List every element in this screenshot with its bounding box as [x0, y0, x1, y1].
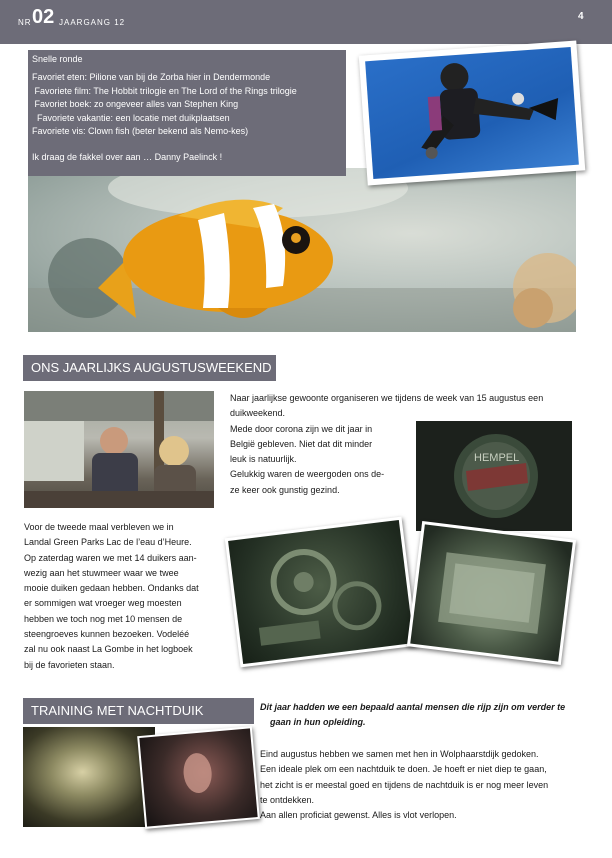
- night-dive-photo-2: [137, 726, 260, 829]
- terrace-photo: [24, 391, 214, 508]
- diver-photo-image: [365, 47, 579, 179]
- hempel-sign-photo: [416, 421, 572, 531]
- paragraph-line: Naar jaarlijkse gewoonte organiseren we tijdens de week van 15 augustus een: [230, 393, 544, 403]
- paragraph-line: Gelukkig waren de weergoden ons de-: [230, 469, 385, 480]
- paragraph-line: ze keer ook gunstig gezind.: [230, 484, 340, 495]
- clownfish-photo: [28, 168, 576, 332]
- paragraph-line: het zicht is er meestal goed en tijdens de nachtduik is er nog meer leven: [260, 779, 549, 790]
- weekend-text-left: [24, 520, 199, 673]
- wreck-plate-image: [410, 524, 573, 661]
- paragraph-line: Dit jaar hadden we een bepaald aantal mensen die rijp zijn om verder te: [260, 702, 566, 712]
- night-dive-image-2: [139, 728, 257, 826]
- section-heading-august-weekend: ONS JAARLIJKS AUGUSTUSWEEKEND: [23, 355, 276, 381]
- favorite-food: Favoriet eten: Pilione van bij de Zorba hier in Dendermonde: [32, 72, 271, 83]
- wreck-machinery-image: [228, 520, 414, 664]
- paragraph-line: wezig aan het stuwmeer waar we twee: [24, 567, 179, 578]
- paragraph-line: bij de favorieten staan.: [24, 659, 115, 670]
- favorite-vacation: Favoriete vakantie: een locatie met duikplaatsen: [32, 112, 230, 123]
- night-dive-body: [260, 747, 548, 823]
- page-number: 4: [578, 11, 584, 22]
- paragraph-line: leuk is natuurlijk.: [230, 454, 297, 465]
- night-dive-intro: [260, 700, 565, 731]
- quick-round-title: Snelle ronde: [32, 54, 83, 64]
- volume-label: JAARGANG 12: [59, 18, 126, 27]
- issue-number: 02: [32, 6, 55, 28]
- diver-photo: [359, 41, 586, 186]
- paragraph-line: Op zaterdag waren we met 14 duikers aan-: [24, 552, 197, 563]
- wreck-machinery-photo: [225, 517, 418, 668]
- issue-label: NR: [18, 18, 32, 27]
- hempel-text: HEMPEL: [474, 452, 520, 464]
- paragraph-line: Landal Green Parks Lac de l’eau d’Heure.: [24, 537, 192, 548]
- favorite-book: Favoriet boek: zo ongeveer alles van Stephen King: [32, 99, 239, 110]
- wreck-plate-photo: [407, 521, 576, 665]
- paragraph-line: zal nu ook naast La Gombe in het logboek: [24, 644, 193, 655]
- night-dive-photo-1: [23, 727, 155, 827]
- paragraph-line: duikweekend.: [230, 408, 286, 419]
- paragraph-line: Eind augustus hebben we samen met hen in Wolphaarstdijk gedoken.: [260, 749, 539, 759]
- paragraph-line: Mede door corona zijn we dit jaar in: [230, 423, 373, 434]
- section-heading-night-dive: TRAINING MET NACHTDUIK: [23, 698, 254, 724]
- paragraph-line: hebben we toch nog met 10 mensen de: [24, 613, 183, 624]
- paragraph-line: België gebleven. Niet dat dit minder: [230, 438, 373, 449]
- torch-handover: Ik draag de fakkel over aan … Danny Paelinck !: [32, 152, 223, 163]
- paragraph-line: Aan allen proficiat gewenst. Alles is vlot verlopen.: [260, 810, 457, 821]
- quick-round-box: [28, 50, 346, 176]
- favorite-film: Favoriete film: The Hobbit trilogie en The Lord of the Rings trilogie: [32, 85, 297, 96]
- header-bar: [0, 0, 612, 44]
- paragraph-line: te ontdekken.: [260, 794, 315, 805]
- paragraph-line: Een ideale plek om een nachtduik te doen. Je hoeft er niet diep te gaan,: [260, 764, 547, 775]
- paragraph-line: er sommigen wat vroeger weg moesten: [24, 598, 182, 609]
- paragraph-line: steengroeves kunnen bezoeken. Vodeléé: [24, 629, 190, 640]
- paragraph-line: gaan in hun opleiding.: [270, 717, 366, 728]
- paragraph-line: Voor de tweede maal verbleven we in: [24, 522, 174, 532]
- paragraph-line: mooie duiken gedaan hebben. Ondanks dat: [24, 583, 199, 594]
- favorite-fish: Favoriete vis: Clown fish (beter bekend als Nemo-kes): [32, 126, 249, 137]
